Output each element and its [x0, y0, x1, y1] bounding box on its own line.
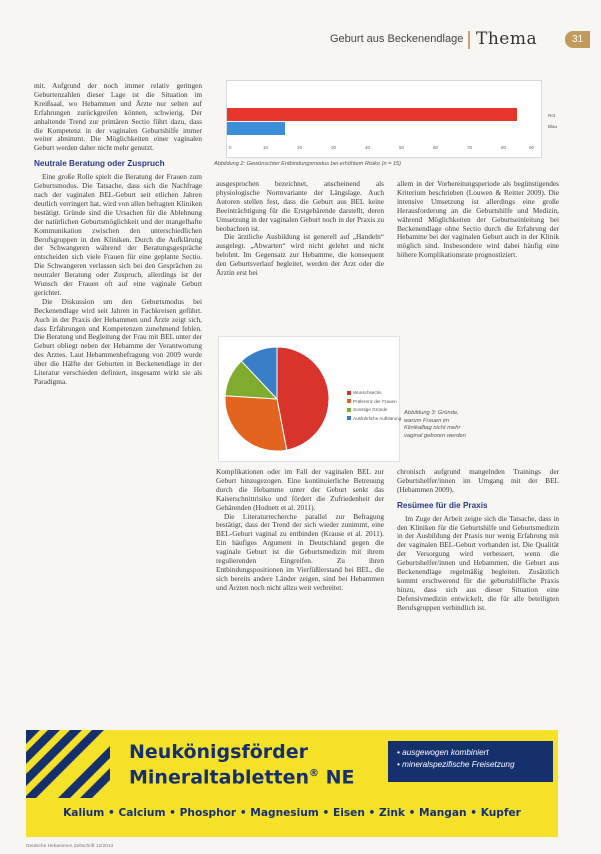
- col2-paragraph-1: ausgesprochen bezeichnet, anscheinend als physiologische Normvariante der Längslage. Auch Autoren stellen fest, dass die Geburt aus BEL keine Beeinträchtigung für die Erstgebärende darstellt, deren Umsetzung in der vaginalen Geburt noch in der Praxis zu beobachten ist.: [216, 179, 384, 233]
- pie-chart-legend: [347, 389, 401, 423]
- ad-feature-2: • mineralspezifische Freisetzung: [397, 760, 515, 769]
- col2-paragraph-4: Die Literaturrecherche parallel zur Befragung bestätigt, dass der Trend der sich wieder zunimmt, eine BEL-Geburt vaginal zu entbinden (Krause et al. 2011). Ein häufiges Argument in Deutschland gegen die vaginale Geburt ist die Geburtsmedizin mit ihrem regulierenden Eingreifen. Zu ihren Entbindungspositionen im Vierfüßlerstand bei BEL, die sich bereits andere Länder zeigen, sind bei Hebammen und Ärzten noch nicht allzu weit verbreitet.: [216, 511, 384, 592]
- pie-chart: [219, 337, 343, 461]
- col2-paragraph-2: Die ärztliche Ausbildung ist generell auf „Handeln“ ausgelegt. „Abwarten“ wird nicht gelehrt und nicht belohnt. Im Gegensatz zur Hebamme, die konsequent den Geburtsverlauf begleitet, werden der Arzt oder die Ärztin erst bei: [216, 232, 384, 278]
- tick-label: 40: [365, 145, 371, 150]
- bar-chart-legend: [548, 110, 557, 132]
- page-number-badge: 31: [565, 31, 590, 48]
- tick-label: 20: [297, 145, 303, 150]
- legend-item-blue: Blau: [548, 124, 558, 129]
- page-footer: Deutsche Hebammen Zeitschrift 12/2013: [26, 844, 114, 849]
- advertisement-banner[interactable]: [26, 730, 558, 837]
- ad-minerals-list: Kalium • Calcium • Phosphor • Magnesium • Eisen • Zink • Mangan • Kupfer: [63, 807, 521, 819]
- header-thema: Thema: [476, 29, 538, 49]
- text-column-3-top: [397, 180, 559, 260]
- col1-paragraph-2: Eine große Rolle spielt die Beratung der Frauen zum Geburtsmodus. Die Tatsache, dass sich die Nachfrage nach der vaginalen BEL-Geburt seit etlichen Jahren deutlich verringert hat, wird von allen befragten Kliniken bestätigt. Gründe sind die Ursachen für die Ablehnung der natürlichen Geburtsmöglichkeit und der mangelhafte Kommunikation zwischen den unterschiedlichen Berufsgruppen in den Kliniken. Durch die Aufklärung der Schwangeren während der Beratungsgespräche entscheiden sich viele Frauen für eine geplante Sectio. Die Schwangeren verlassen sich bei den Gesprächen zu neutraler Beratung oder Zuspruch, allerdings ist der Wunsch der Frauen oft auf eine vaginale Geburt gerichtet.: [34, 172, 202, 297]
- tick-label: 90: [529, 145, 535, 150]
- tick-label: 80: [501, 145, 507, 150]
- header-divider: [468, 31, 470, 49]
- text-column-2-top: [216, 180, 384, 278]
- col2-paragraph-3: Komplikationen oder im Fall der vaginalen BEL zur Geburt hinzugezogen. Eine kontinuierliche Betreuung durch die Hebamme unter der Geburt senkt das Kaiserschnittrisiko und fördert die Zufriedenheit der Gebärenden (Hodnett et al. 2011).: [216, 467, 384, 512]
- diagonal-stripes-icon: [26, 730, 110, 798]
- bar-red: [227, 108, 517, 121]
- bar-chart-figure: [214, 80, 574, 170]
- pie-legend-item: Wunschsectio: [347, 389, 401, 398]
- tick-label: 50: [399, 145, 405, 150]
- tick-label: 70: [467, 145, 473, 150]
- ad-feature-1: • ausgewogen kombiniert: [397, 748, 489, 757]
- ad-product-name: [129, 742, 355, 788]
- pie-slice: [225, 396, 287, 451]
- text-column-1: [34, 82, 202, 387]
- tick-label: 0: [229, 145, 232, 150]
- pie-legend-item: Sonstige Gründe: [347, 406, 401, 415]
- pie-chart-caption: Abbildung 3: Gründe, warum Frauen im Klinikalltag nicht mehr vaginal geboren werden: [404, 410, 466, 439]
- tick-label: 60: [433, 145, 439, 150]
- pie-slice: [277, 347, 329, 450]
- pie-legend-item: Ausführliche Aufklärung: [347, 415, 401, 424]
- tick-label: 30: [331, 145, 337, 150]
- text-column-3-bottom: [397, 468, 559, 613]
- ad-title-line-2: Mineraltabletten® NE: [129, 766, 355, 789]
- legend-item-red: Rot: [548, 113, 556, 118]
- col3-paragraph-2: chronisch aufgrund mangelnden Trainings der Geburtshelfer/innen im Umgang mit der BEL (Hebammen 2009).: [397, 467, 559, 494]
- subheading-beratung: Neutrale Beratung oder Zuspruch: [34, 159, 165, 169]
- header-section-title: Geburt aus Beckenendlage: [330, 33, 464, 45]
- col1-paragraph-3: Die Diskussion um den Geburtsmodus bei Beckenendlage wird seit Jahren in Fachkreisen geführt. Auch in der Praxis der Hebammen und Ärzte zeigt sich, dass Erfahrungen und Kompetenzen zunehmend fehlen. Die Beratung und Begleitung der Frau mit BEL unter der Geburt obliegt neben der Hebamme der Verantwortung des Arztes. Laut Hebammenbefragung von 2009 wurde über die Hälfte der Geburten in Beckenendlage in der Literatur verschieden definiert, insgesamt wirkt sie als Paradigma.: [34, 296, 202, 386]
- col1-paragraph-1: mit. Aufgrund der noch immer relativ geringen Geburtenzahlen dieser Lage ist die Situation im Kreißsaal, wo Hebammen und Ärzte nur selten auf Erfahrungen zurückgreifen können, schwierig. Der anhaltende Trend zur primären Sectio führt dazu, dass die Kompetenz in der vaginalen Geburtshilfe immer weiter abnimmt. Die Möglichkeiten einer vaginalen Geburt werden daher nicht mehr genutzt.: [34, 81, 202, 153]
- pie-legend-item: Präferenz der Frauen: [347, 398, 401, 407]
- col3-paragraph-1: allem in der Vorbereitungsperiode als begünstigendes Kriterium beschrieben (Louwen & Reitter 2009). Die intensive Umsetzung ist allerdings eine große Herausforderung an die Geburtshilfe und Medizin, während Möglichkeiten der Geburtseinleitung bei Beckenendlage ohne Sectio durch die Erfahrung der Hebamme bei der vaginalen Geburt auch in der Klinik möglich sind. Insbesondere wird dabei häufig eine höhere Komplikationsrate prognostiziert.: [397, 179, 559, 260]
- ad-title-line-1: Neukönigsförder: [129, 741, 308, 763]
- tick-label: 10: [263, 145, 269, 150]
- bar-blue: [227, 122, 285, 135]
- page-header: [296, 30, 601, 52]
- subheading-resuemee: Resümee für die Praxis: [397, 500, 488, 510]
- col3-paragraph-3: Im Zuge der Arbeit zeigte sich die Tatsache, dass in den Kliniken für die Geburtshilfe und Geburtsmedizin in der Ausbildung der Praxis nur wenig Erfahrung mit der vaginalen BEL-Geburt vorhanden ist. Die Qualität der Versorgung wird verbessert, wenn die Geburtshelfer/innen und Hebammen, die Geburt aus Beckenendlage regelmäßig begleiten. Zusätzlich kommt erschwerend für die geburtshilfliche Praxis hinzu, dass sich aus dieser Situation eine Defensivmedizin entwickelt, die für alle beteiligten Berufsgruppen verbindlich ist.: [397, 513, 559, 612]
- pie-chart-figure: [218, 336, 400, 462]
- bar-chart-plot: [226, 80, 542, 158]
- ad-feature-box: [388, 741, 553, 782]
- text-column-2-bottom: [216, 468, 384, 593]
- bar-chart-caption: Abbildung 2: Gewünschter Entbindungsmodus bei erhöhtem Risiko (n = 15): [214, 161, 402, 167]
